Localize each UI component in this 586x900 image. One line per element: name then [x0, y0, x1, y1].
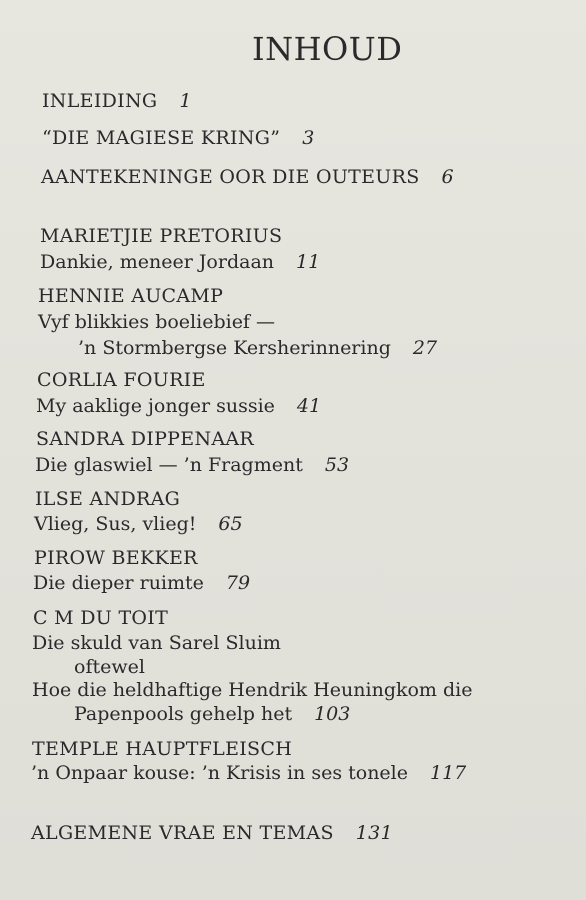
toc-page-number: 3 [302, 127, 315, 149]
toc-entry [42, 90, 192, 112]
toc-page-number: 1 [179, 90, 192, 112]
story-title: ’n Onpaar kouse: ’n Krisis in ses tonele [31, 762, 408, 784]
author-name: SANDRA DIPPENAAR [36, 428, 255, 450]
author-name: MARIETJIE PRETORIUS [40, 225, 283, 247]
story-line [74, 656, 145, 678]
toc-page-number: 117 [430, 762, 467, 784]
toc-page-number: 11 [296, 251, 321, 273]
story-title: oftewel [74, 656, 145, 678]
story-line [36, 395, 321, 417]
author-name: HENNIE AUCAMP [38, 285, 224, 307]
story-title: My aaklige jonger sussie [36, 395, 275, 417]
story-title: Papenpools gehelp het [74, 703, 293, 725]
toc-page-number: 79 [225, 572, 251, 594]
toc-page-number: 65 [218, 513, 243, 535]
toc-entry-text: “DIE MAGIESE KRING” [42, 127, 281, 149]
story-title: Die dieper ruimte [33, 572, 204, 594]
story-line [34, 513, 243, 535]
story-title: Dankie, meneer Jordaan [40, 251, 275, 273]
story-title: Die skuld van Sarel Sluim [32, 632, 281, 654]
story-title: ’n Stormbergse Kersherinnering [78, 337, 391, 359]
story-line [31, 762, 466, 784]
story-line [32, 679, 472, 701]
toc-entry [41, 166, 454, 188]
author-name: ILSE ANDRAG [35, 488, 181, 510]
story-title: Hoe die heldhaftige Hendrik Heuningkom die [32, 679, 473, 701]
toc-page-number: 27 [412, 337, 438, 359]
story-line [32, 632, 281, 654]
story-title: Vlieg, Sus, vlieg! [34, 513, 197, 535]
toc-page-number: 103 [314, 703, 351, 725]
toc-entry [42, 127, 315, 149]
story-line [78, 337, 437, 359]
author-name: CORLIA FOURIE [37, 369, 206, 391]
story-line [38, 311, 275, 333]
author-name: C M DU TOIT [33, 607, 169, 629]
toc-entry-text: INLEIDING [42, 90, 158, 112]
story-line [40, 251, 320, 273]
toc-page-number: 41 [296, 395, 322, 417]
toc-entry [31, 822, 393, 844]
author-name: PIROW BEKKER [34, 547, 198, 569]
story-line [74, 703, 350, 725]
toc-entry-text: ALGEMENE VRAE EN TEMAS [31, 822, 334, 844]
story-title: Die glaswiel — ’n Fragment [35, 454, 303, 476]
author-name: TEMPLE HAUPTFLEISCH [32, 738, 293, 760]
story-title: Vyf blikkies boeliebief — [38, 311, 276, 333]
story-line [33, 572, 250, 594]
story-line [35, 454, 349, 476]
toc-page-number: 6 [441, 166, 454, 188]
page-title: INHOUD [252, 30, 403, 68]
toc-page-number: 131 [355, 822, 393, 844]
toc-page-number: 53 [324, 454, 350, 476]
toc-entry-text: AANTEKENINGE OOR DIE OUTEURS [41, 166, 420, 188]
